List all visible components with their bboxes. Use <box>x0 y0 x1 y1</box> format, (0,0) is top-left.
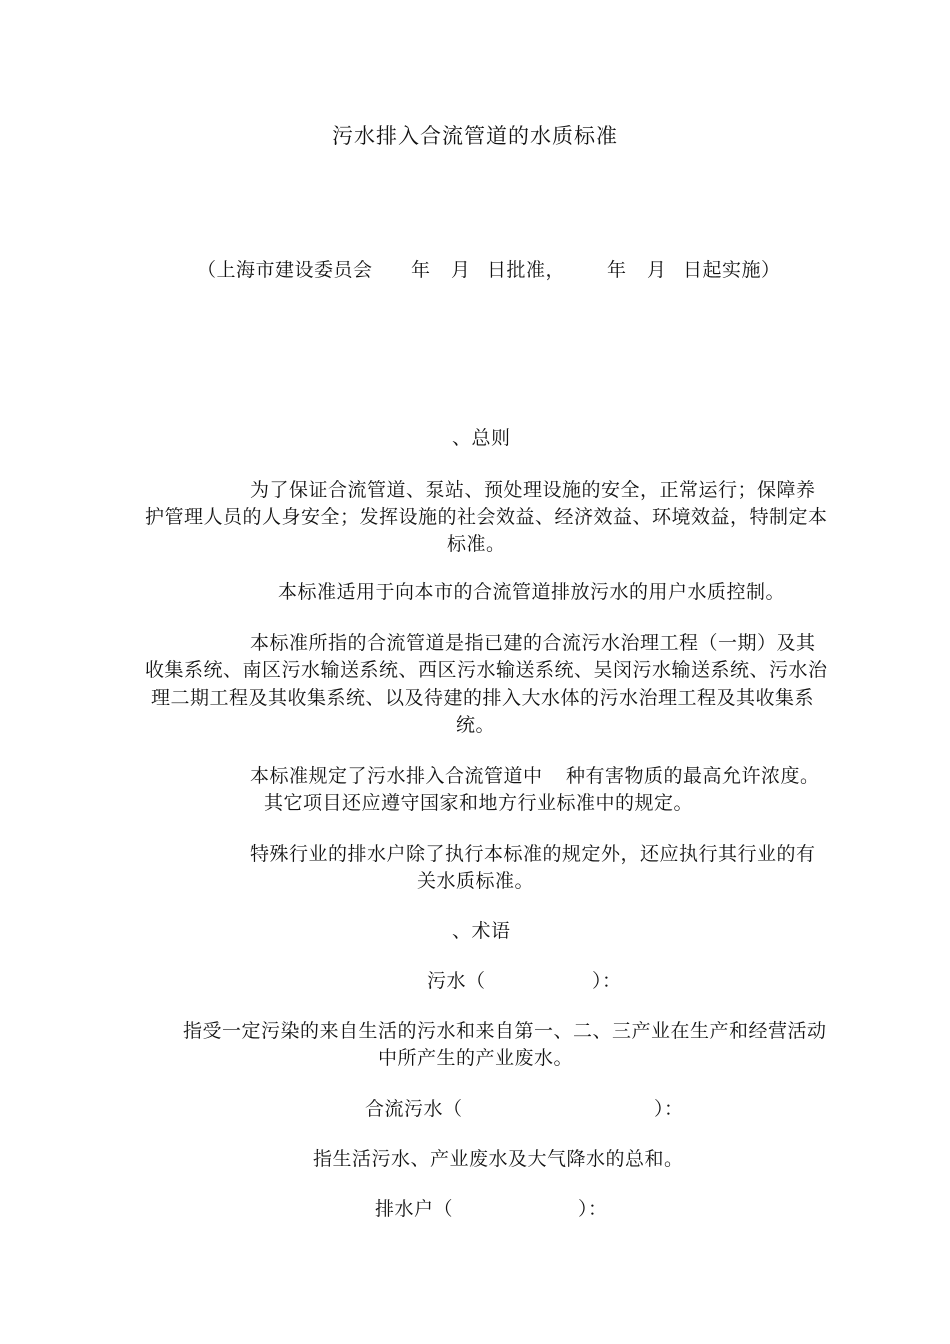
document-title: 污水排入合流管道的水质标准 <box>332 124 618 148</box>
term-name: 合流污水（ <box>365 1098 463 1120</box>
approval-issuer: （上海市建设委员会 <box>197 259 373 281</box>
paragraph-line: 关水质标准。 <box>417 870 535 892</box>
approval-year-2: 年 <box>607 259 627 281</box>
section-heading-terms: 、术语 <box>452 920 511 942</box>
approval-day-1: 日批准， <box>487 259 566 281</box>
paragraph-line: 本标准适用于向本市的合流管道排放污水的用户水质控制。 <box>278 581 786 603</box>
approval-year-1: 年 <box>411 259 431 281</box>
term-close: ）： <box>654 1098 684 1120</box>
paragraph-line: 标准。 <box>447 533 506 555</box>
paragraph-line: 本标准所指的合流管道是指已建的合流污水治理工程（一期）及其 <box>250 632 816 654</box>
paragraph-line: 特殊行业的排水户除了执行本标准的规定外，还应执行其行业的有 <box>250 843 816 865</box>
definition-line: 指受一定污染的来自生活的污水和来自第一、二、三产业在生产和经营活动 <box>183 1020 827 1042</box>
term-close: ）： <box>578 1198 608 1220</box>
term-name: 排水户（ <box>375 1198 454 1220</box>
paragraph-line: 统。 <box>456 714 496 736</box>
definition-line: 指生活污水、产业废水及大气降水的总和。 <box>313 1148 684 1170</box>
definition-line: 中所产生的产业废水。 <box>378 1047 574 1069</box>
term-close: ）： <box>592 970 622 992</box>
paragraph-line: 理二期工程及其收集系统、以及待建的排入大水体的污水治理工程及其收集系 <box>151 687 815 709</box>
paragraph-line: 种有害物质的最高允许浓度。 <box>566 765 820 787</box>
approval-day-2: 日起实施） <box>683 259 781 281</box>
paragraph-line: 为了保证合流管道、泵站、预处理设施的安全，正常运行；保障养 <box>250 479 816 501</box>
paragraph-line: 本标准规定了污水排入合流管道中 <box>250 765 543 787</box>
paragraph-line: 其它项目还应遵守国家和地方行业标准中的规定。 <box>264 792 694 814</box>
paragraph-line: 护管理人员的人身安全；发挥设施的社会效益、经济效益、环境效益，特制定本 <box>145 506 828 528</box>
term-name: 污水（ <box>427 970 486 992</box>
section-heading-general: 、总则 <box>452 427 511 449</box>
approval-month-2: 月 <box>647 259 667 281</box>
approval-month-1: 月 <box>451 259 471 281</box>
paragraph-line: 收集系统、南区污水输送系统、西区污水输送系统、吴闵污水输送系统、污水治 <box>145 659 828 681</box>
